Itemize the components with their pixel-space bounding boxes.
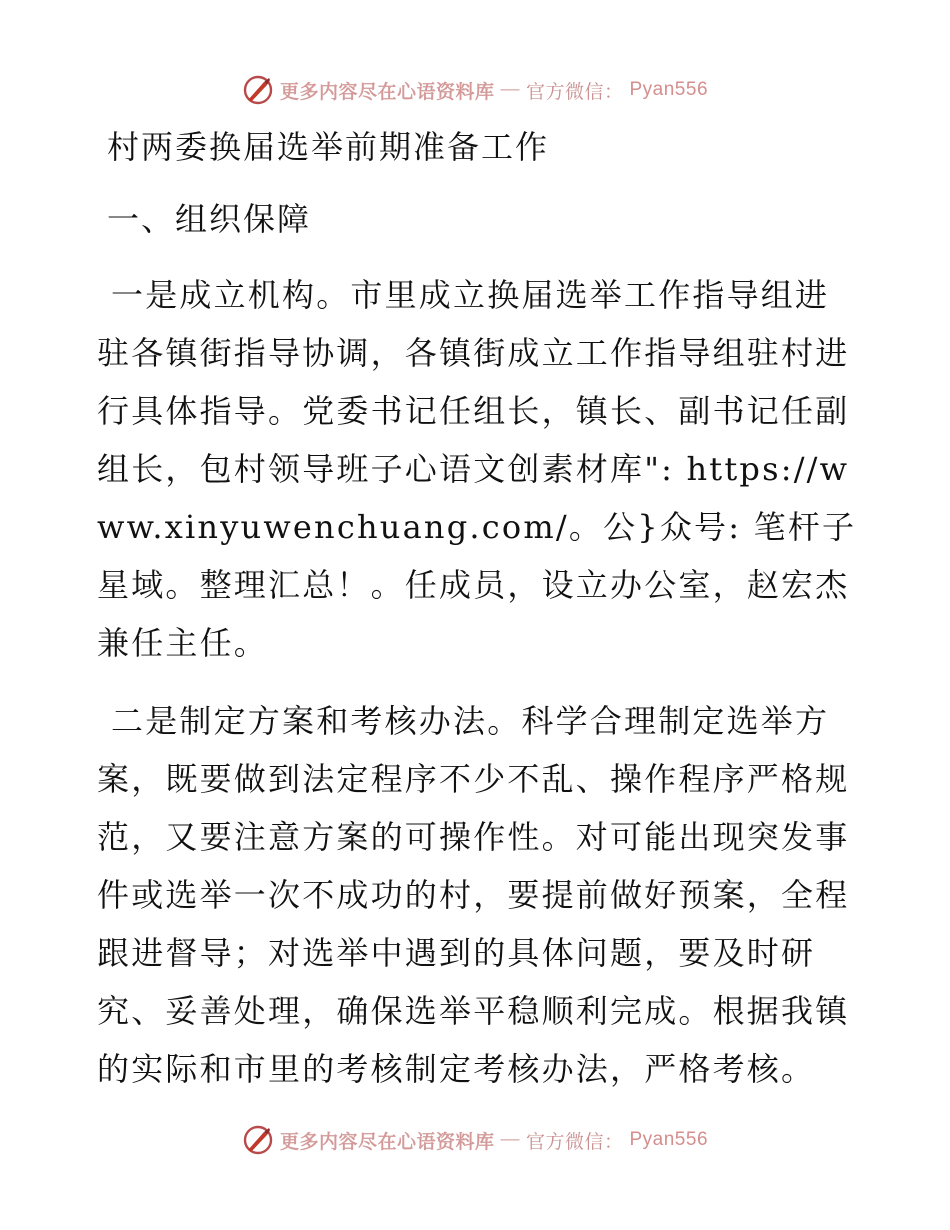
document-body — [97, 122, 857, 1098]
watermark-official-label: 官方微信： — [525, 1131, 624, 1153]
header-watermark-banner — [0, 70, 950, 110]
watermark-wechat-id: Pyan556 — [629, 1129, 709, 1150]
watermark-main-text: 更多内容尽在心语资料库 — [279, 1131, 495, 1153]
watermark-official-label: 官方微信： — [525, 81, 624, 103]
watermark-dash: — — [500, 1129, 520, 1150]
paragraph-plan-and-assessment: 二是制定方案和考核办法。科学合理制定选举方案，既要做到法定程序不少不乱、操作程序严格规范，又要注意方案的可操作性。对可能出现突发事件或选举一次不成功的村，要提前做好预案，全程跟进督导；对选举中遇到的具体问题，要及时研究、妥善处理，确保选举平稳顺利完成。根据我镇的实际和市里的考核制定考核办法，严格考核。 — [97, 702, 850, 1088]
document-title: 村两委换届选举前期准备工作 — [107, 128, 550, 166]
quill-pen-circle-icon — [242, 1124, 274, 1156]
watermark-main-text: 更多内容尽在心语资料库 — [279, 81, 495, 103]
quill-pen-circle-icon — [242, 74, 274, 106]
footer-watermark-banner — [0, 1120, 950, 1160]
section-heading-organization: 一、组织保障 — [107, 200, 312, 238]
watermark-wechat-id: Pyan556 — [629, 79, 709, 100]
watermark-text-group — [242, 1124, 708, 1156]
paragraph-establish-organization: 一是成立机构。市里成立换届选举工作指导组进驻各镇街指导协调，各镇街成立工作指导组驻村进行具体指导。党委书记任组长，镇长、副书记任副组长，包村领导班子心语文创素材库": https://www.xinyuwenchuang.com/。公}众号: 笔杆子星域。整理汇总！。任成员，设立办公室，赵宏杰兼任主任。 — [97, 276, 857, 662]
watermark-dash: — — [500, 79, 520, 100]
watermark-text-group — [242, 74, 708, 106]
